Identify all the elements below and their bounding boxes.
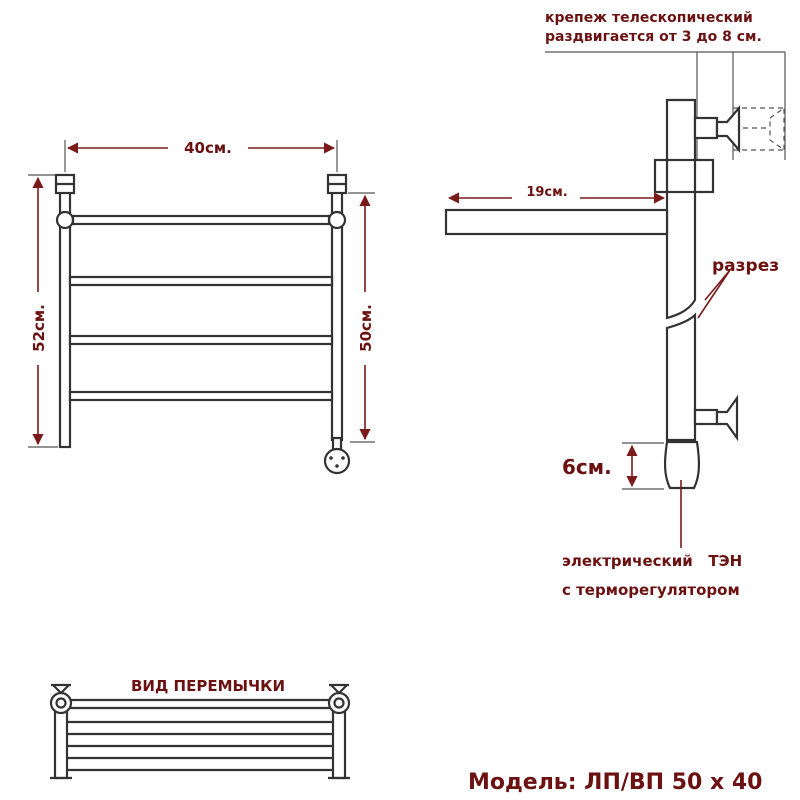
side-view (446, 10, 785, 599)
bridge-left-post (55, 706, 67, 778)
top-wall-mount-icon (717, 108, 739, 150)
vertical-post-upper (667, 100, 695, 318)
bottom-wall-mount-icon (717, 398, 737, 438)
heater-note-line1: электрический ТЭН (562, 552, 743, 570)
crossbar-3 (70, 336, 332, 344)
mount-note-line2: раздвигается от 3 до 8 см. (545, 29, 762, 45)
left-top-joint (57, 212, 73, 228)
heater-plug-icon (325, 449, 349, 473)
mount-note-line1: крепеж телескопический (545, 10, 753, 26)
section-label: разрез (712, 256, 780, 276)
crossbar-1 (73, 216, 329, 224)
bridge-view (50, 677, 350, 778)
heater-element-icon (665, 442, 699, 488)
width-label: 40см. (184, 139, 232, 157)
crossbar-2 (70, 277, 332, 285)
front-view (28, 139, 375, 473)
right-upright (332, 192, 342, 440)
right-top-joint (329, 212, 345, 228)
bridge-view-title: ВИД ПЕРЕМЫЧКИ (130, 677, 286, 695)
bridge-right-post (333, 706, 345, 778)
model-label: Модель: ЛП/ВП 50 х 40 (468, 770, 763, 795)
depth-label: 19см. (526, 185, 568, 200)
sleeve-clamp (655, 160, 713, 192)
height-total-label: 52см. (30, 304, 48, 352)
left-upright (60, 192, 70, 447)
height-center-label: 50см. (357, 304, 375, 352)
heater-height-label: 6см. (562, 455, 612, 479)
horizontal-arm (446, 210, 667, 234)
crossbar-4 (70, 392, 332, 400)
heater-note-line2: с терморегулятором (562, 581, 740, 599)
vertical-post-lower (667, 315, 695, 440)
